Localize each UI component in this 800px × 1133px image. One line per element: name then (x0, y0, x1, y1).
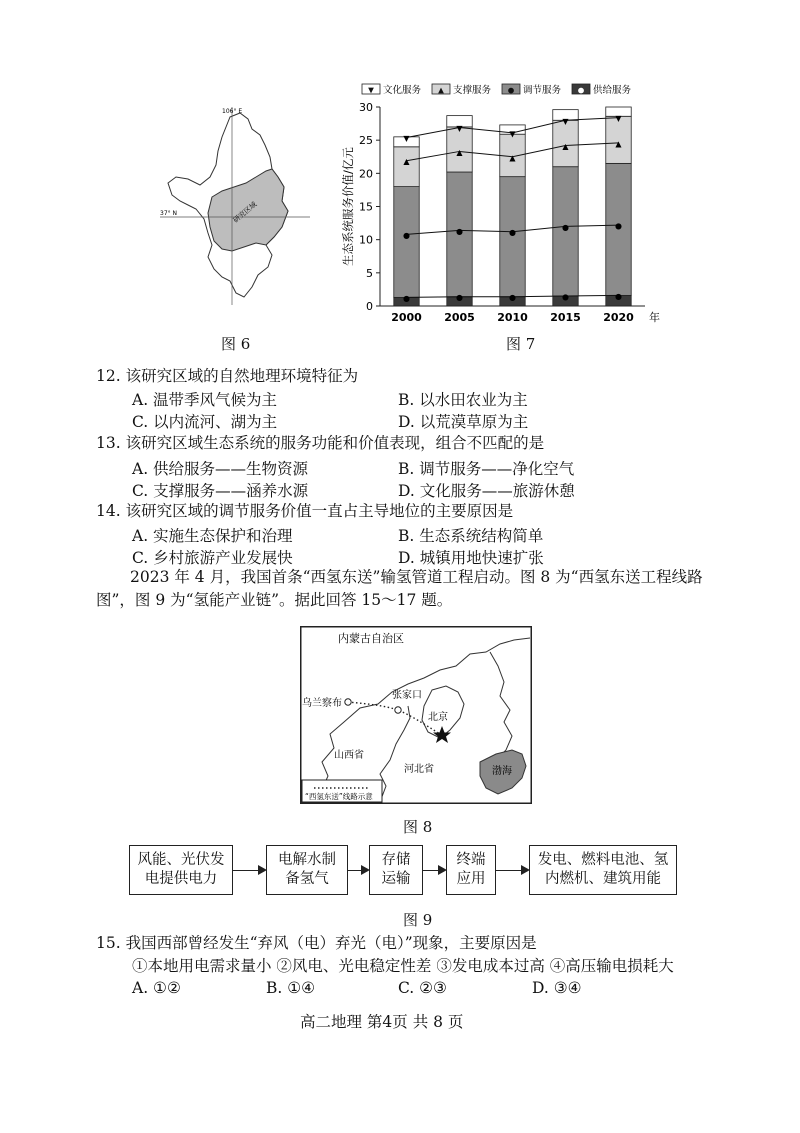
series-marker: ▼ (562, 116, 569, 126)
q12-option-c: C. 以内流河、湖为主 (132, 413, 278, 431)
y-tick-label: 5 (366, 266, 373, 280)
area-label: 研究区域 (231, 200, 259, 225)
fig6-caption: 图 6 (221, 335, 251, 353)
x-tick-label: 2005 (444, 311, 475, 324)
flow-box-1-line2: 电提供电力 (144, 871, 218, 887)
fig8-caption: 图 8 (403, 818, 433, 836)
flow-box-5-line1: 发电、燃料电池、氢 (537, 852, 669, 868)
flow-box-4 (446, 845, 496, 895)
q14-option-c: C. 乡村旅游产业发展快 (132, 549, 293, 567)
flow-box-3 (369, 845, 423, 895)
q12-option-a: A. 温带季风气候为主 (132, 391, 278, 409)
legend-marker: ● (507, 85, 515, 95)
q13-option-d: D. 文化服务——旅游休憩 (398, 482, 575, 500)
bar-segment (394, 147, 419, 187)
q15-option-a: A. ①② (132, 979, 181, 997)
series-marker: ▲ (509, 153, 516, 163)
y-tick-label: 30 (359, 101, 373, 114)
series-marker: ▲ (615, 139, 622, 149)
fig9-caption: 图 9 (403, 911, 433, 929)
intro-line1: 2023 年 4 月，我国首条“西氢东送”输氢管道工程启动。图 8 为“西氢东送工程线路 (130, 568, 703, 586)
flow-box-2-line1: 电解水制 (278, 852, 336, 868)
fig8-map (300, 626, 532, 804)
q15-stem: 15. 我国西部曾经发生“弃风（电）弃光（电）”现象，主要原因是 (96, 934, 537, 952)
q12-option-b: B. 以水田农业为主 (398, 391, 528, 409)
q12-stem: 12. 该研究区域的自然地理环境特征为 (96, 367, 359, 385)
y-tick-label: 20 (359, 167, 373, 181)
fig6-map (160, 105, 310, 310)
flow-box-3-line1: 存储 (381, 852, 411, 868)
flow-arrow-3 (423, 870, 445, 871)
series-marker: ● (456, 293, 463, 303)
q13-stem: 13. 该研究区域生态系统的服务功能和价值表现，组合不匹配的是 (96, 434, 545, 452)
fig8-legend-label: “西氢东送”线路示意 (305, 792, 373, 801)
flow-box-3-line2: 运输 (381, 871, 411, 887)
hebei-label: 河北省 (404, 764, 434, 775)
q13-option-b: B. 调节服务——净化空气 (398, 460, 575, 478)
q12-option-d: D. 以荒漠草原为主 (398, 413, 529, 431)
x-tick-label: 2020 (603, 311, 634, 324)
legend-label: 供给服务 (593, 85, 632, 96)
flow-box-1 (129, 845, 233, 895)
q13-option-a: A. 供给服务——生物资源 (132, 460, 309, 478)
lat-label: 37° N (160, 210, 178, 217)
series-marker: ● (615, 291, 622, 301)
series-marker: ▼ (615, 114, 622, 124)
flow-arrow-2 (348, 870, 368, 871)
legend-marker: ▲ (438, 85, 444, 95)
series-marker: ● (456, 226, 463, 236)
y-tick-label: 10 (359, 233, 373, 247)
q14-option-b: B. 生态系统结构简单 (398, 527, 544, 545)
x-tick-label: 2010 (497, 311, 528, 324)
beijing-label: 北京 (428, 712, 448, 723)
series-marker: ▲ (456, 147, 463, 157)
q15-option-c: C. ②③ (398, 979, 447, 997)
y-tick-label: 15 (359, 200, 373, 214)
fig7-chart (340, 80, 660, 330)
q15-option-b: B. ①④ (266, 979, 316, 997)
flow-arrow-4 (496, 870, 528, 871)
zhangjiakou-label: 张家口 (392, 690, 422, 701)
series-marker: ▲ (562, 141, 569, 151)
q14-option-d: D. 城镇用地快速扩张 (398, 549, 544, 567)
series-marker: ● (562, 292, 569, 302)
flow-box-1-line1: 风能、光伏发 (137, 852, 225, 868)
y-tick-label: 25 (359, 134, 373, 148)
flow-box-4-line1: 终端 (456, 852, 486, 868)
x-axis-unit: 年 (649, 311, 660, 324)
series-marker: ▼ (456, 124, 463, 134)
q14-stem: 14. 该研究区域的调节服务价值一直占主导地位的主要原因是 (96, 502, 514, 520)
flow-box-4-line2: 应用 (456, 871, 486, 887)
fig7-caption: 图 7 (506, 335, 536, 353)
series-marker: ● (509, 293, 516, 303)
series-marker: ▼ (403, 134, 410, 144)
inner-mongolia-label: 内蒙古自治区 (338, 632, 404, 645)
flow-box-5 (529, 845, 677, 895)
series-marker: ● (509, 228, 516, 238)
bohai-label: 渤海 (492, 766, 512, 777)
flow-box-2 (266, 845, 348, 895)
y-tick-label: 0 (366, 300, 373, 313)
lon-label: 106° E (222, 108, 243, 115)
series-marker: ● (403, 230, 410, 240)
q13-option-c: C. 支撑服务——涵养水源 (132, 482, 309, 500)
series-marker: ● (615, 221, 622, 231)
page-footer: 高二地理 第4页 共 8 页 (300, 1013, 464, 1031)
y-axis-label: 生态系统服务价值/亿元 (341, 147, 355, 266)
legend-marker: ● (577, 85, 585, 95)
series-marker: ▼ (509, 129, 516, 139)
flow-box-5-line2: 内燃机、建筑用能 (545, 871, 661, 887)
intro-line2: 图”，图 9 为“氢能产业链”。据此回答 15～17 题。 (96, 591, 453, 609)
flow-box-2-line2: 备氢气 (285, 871, 329, 887)
x-tick-label: 2015 (550, 311, 581, 324)
series-marker: ▲ (403, 157, 410, 167)
wulanchabu-label: 乌兰察布 (302, 698, 342, 709)
series-marker: ● (562, 222, 569, 232)
x-tick-label: 2000 (391, 311, 422, 324)
flow-arrow-1 (233, 870, 265, 871)
q15-option-d: D. ③④ (532, 979, 582, 997)
q14-option-a: A. 实施生态保护和治理 (132, 527, 293, 545)
legend-label: 调节服务 (523, 85, 562, 96)
legend-label: 文化服务 (383, 85, 422, 96)
legend-marker: ▼ (368, 85, 374, 95)
shanxi-label: 山西省 (334, 750, 364, 761)
series-marker: ● (403, 293, 410, 303)
legend-label: 支撑服务 (453, 85, 492, 96)
bar-segment (394, 187, 419, 298)
q15-items: ①本地用电需求量小 ②风电、光电稳定性差 ③发电成本过高 ④高压输电损耗大 (132, 957, 674, 975)
